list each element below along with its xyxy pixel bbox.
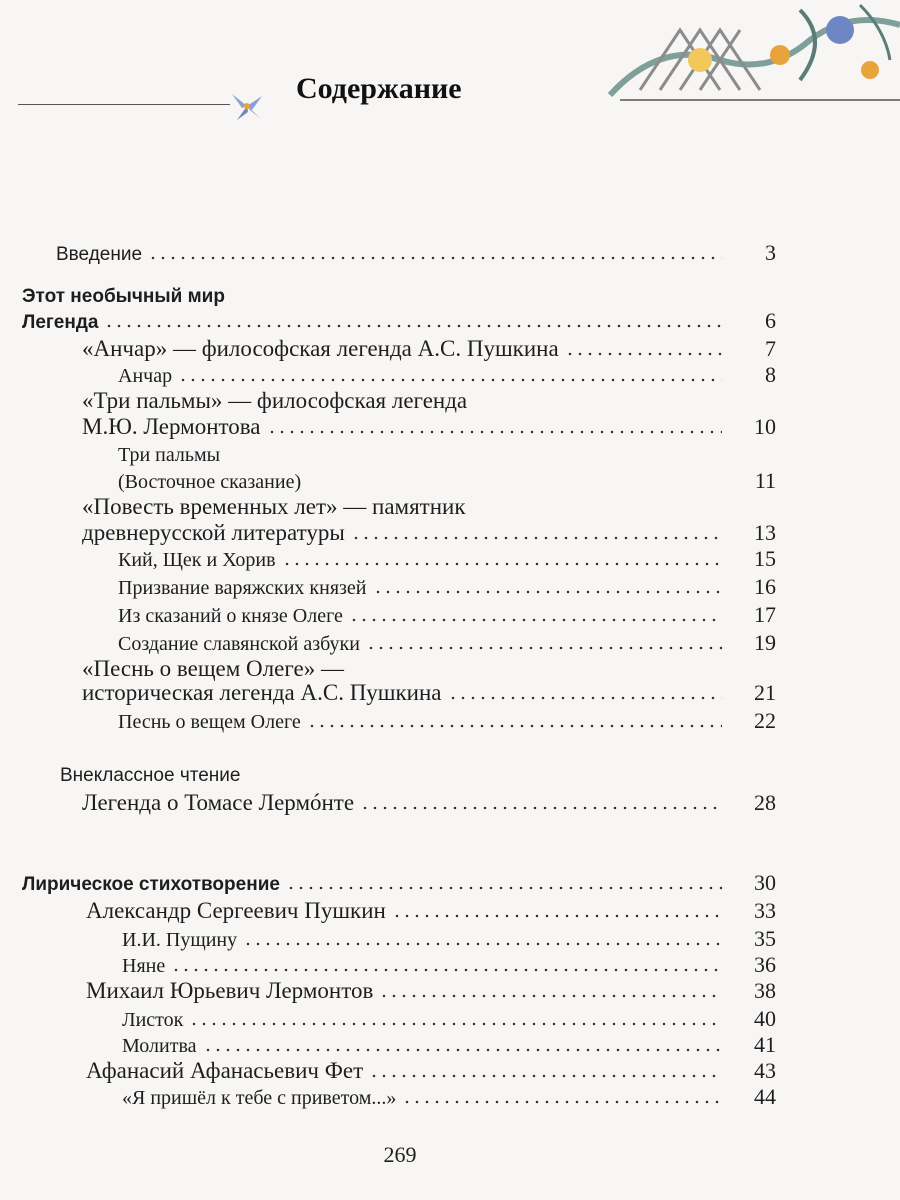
- toc-entry[interactable]: [118, 464, 784, 494]
- toc-entry-title: «Анчар» — философская легенда А.С. Пушкина: [82, 336, 559, 361]
- toc-entry[interactable]: [118, 598, 784, 628]
- toc-entry-title: древнерусской литературы: [82, 520, 345, 545]
- section-heading: Внеклассное чтение: [60, 765, 241, 786]
- toc-entry-title: Листок: [122, 1009, 184, 1031]
- toc-page-number: 17: [754, 602, 776, 627]
- toc-entry[interactable]: [82, 410, 784, 440]
- toc-entry[interactable]: [22, 304, 784, 334]
- toc-page-number: 28: [754, 790, 776, 815]
- dot-leader: [379, 994, 722, 998]
- toc-entry-title: Александр Сергеевич Пушкин: [86, 898, 386, 923]
- toc-entry-title: Создание славянской азбуки: [118, 633, 360, 655]
- toc-entry-title: Три пальмы: [118, 444, 221, 466]
- dot-leader: [448, 696, 722, 700]
- dot-leader: [369, 1074, 722, 1078]
- dot-leader: [171, 968, 722, 972]
- dot-leader: [366, 646, 722, 650]
- toc-entry[interactable]: [86, 974, 784, 1004]
- toc-entry[interactable]: [22, 866, 784, 896]
- toc-entry-title: Легенда о Томасе Лермóнте: [82, 790, 355, 815]
- toc-page-number: 15: [754, 546, 776, 571]
- toc-entry-title: «Песнь о вещем Олеге» —: [82, 656, 344, 681]
- dot-leader: [286, 886, 722, 890]
- toc-entry-title: «Повесть временных лет» — памятник: [82, 494, 466, 519]
- toc-entry-title: (Восточное сказание): [118, 471, 302, 493]
- toc-page-number: 6: [765, 308, 776, 333]
- toc-entry[interactable]: [118, 626, 784, 656]
- toc-entry-title: М.Ю. Лермонтова: [82, 414, 261, 439]
- toc-entry[interactable]: [122, 1080, 784, 1110]
- toc-entry-title: Песнь о вещем Олеге: [118, 711, 301, 733]
- toc-entry-title: Няне: [122, 955, 166, 977]
- toc-entry[interactable]: [118, 542, 784, 572]
- toc-page-number: 40: [754, 1006, 776, 1031]
- toc-entry[interactable]: [118, 570, 784, 600]
- toc-page-number: 11: [754, 468, 776, 493]
- toc-page-number: 36: [754, 952, 776, 977]
- toc-page-number: 30: [754, 870, 776, 895]
- toc-entry-title: «Три пальмы» — философская легенда: [82, 388, 468, 413]
- dot-leader: [189, 1022, 722, 1026]
- toc-page-number: 13: [754, 520, 776, 545]
- toc-page-number: 22: [754, 708, 776, 733]
- toc-entry-title: Михаил Юрьевич Лермонтов: [86, 978, 374, 1003]
- toc-entry-title: Анчар: [118, 365, 173, 387]
- toc-page-number: 8: [765, 362, 776, 387]
- dot-leader: [178, 378, 722, 382]
- toc-entry-title: «Я пришёл к тебе с приветом...»: [122, 1087, 397, 1109]
- dot-leader: [351, 536, 722, 540]
- dot-leader: [360, 806, 722, 810]
- toc-entry-title: Призвание варяжских князей: [118, 577, 367, 599]
- toc-entry[interactable]: [82, 676, 784, 706]
- page-title: Содержание: [296, 72, 462, 105]
- toc-page-number: 16: [754, 574, 776, 599]
- dot-leader: [307, 724, 722, 728]
- toc-page-number: 44: [754, 1084, 776, 1109]
- dot-leader: [565, 352, 722, 356]
- toc-entry-title: Афанасий Афанасьевич Фет: [86, 1058, 364, 1083]
- section-heading: Этот необычный мир: [22, 286, 225, 307]
- toc-entry-title: Молитва: [122, 1035, 197, 1057]
- toc-entry-title: И.И. Пущину: [122, 929, 238, 951]
- toc-page-number: 7: [765, 336, 776, 361]
- toc-entry[interactable]: [82, 786, 784, 816]
- toc-entry[interactable]: [118, 704, 784, 734]
- toc-entry-title: Кий, Щек и Хорив: [118, 549, 276, 571]
- toc-page-number: 35: [754, 926, 776, 951]
- dot-leader: [373, 590, 723, 594]
- toc-page-number: 38: [754, 978, 776, 1003]
- toc-page-number: 3: [765, 240, 776, 265]
- toc-entry-title: Легенда: [22, 312, 99, 333]
- dot-leader: [282, 562, 722, 566]
- page-number: 269: [383, 1142, 417, 1167]
- dot-leader: [243, 942, 722, 946]
- toc-page-number: 19: [754, 630, 776, 655]
- toc-entry-title: Введение: [56, 244, 143, 265]
- dot-leader: [104, 324, 722, 328]
- toc-entry-title: Лирическое стихотворение: [22, 874, 280, 895]
- dot-leader: [402, 1100, 722, 1104]
- dot-leader: [267, 430, 722, 434]
- dot-leader: [148, 256, 722, 260]
- dot-leader: [349, 618, 722, 622]
- toc-page-number: 33: [754, 898, 776, 923]
- toc-page-number: 21: [754, 680, 776, 705]
- toc-entry-title: Из сказаний о князе Олеге: [118, 605, 343, 627]
- toc-entry[interactable]: [118, 358, 784, 388]
- toc-page-number: 10: [754, 414, 776, 439]
- toc-page-number: 41: [754, 1032, 776, 1057]
- toc-entry[interactable]: [56, 236, 784, 266]
- toc-entry[interactable]: [86, 894, 784, 924]
- toc-page-number: 43: [754, 1058, 776, 1083]
- dot-leader: [392, 914, 722, 918]
- toc-entry-title: историческая легенда А.С. Пушкина: [82, 680, 442, 705]
- dot-leader: [203, 1048, 722, 1052]
